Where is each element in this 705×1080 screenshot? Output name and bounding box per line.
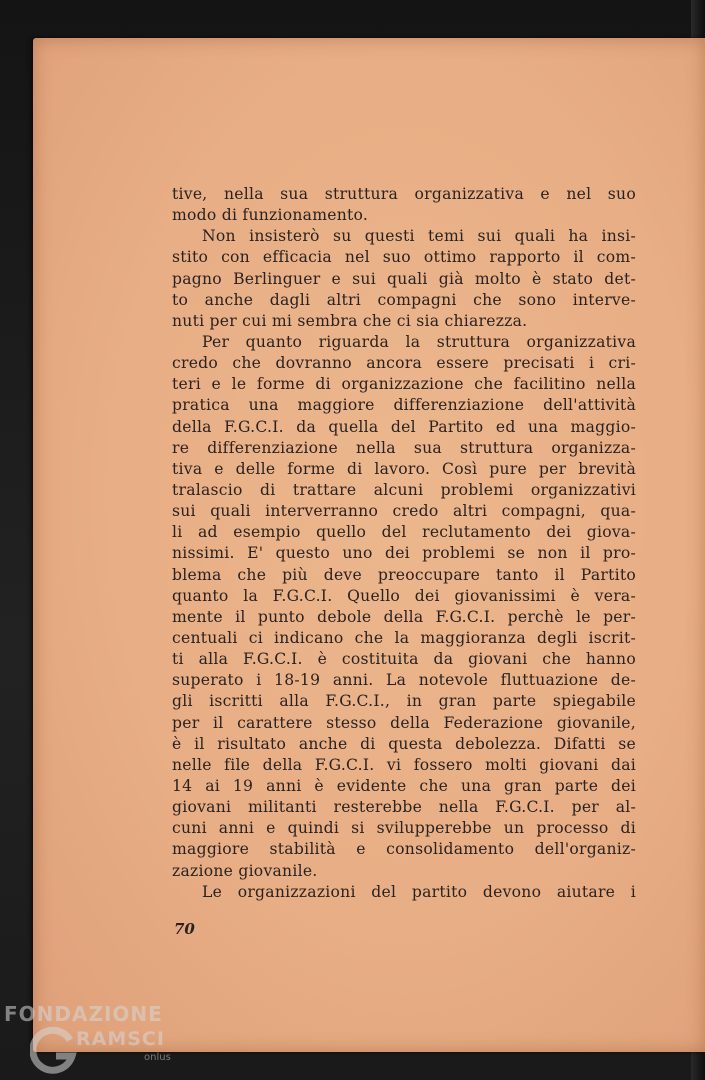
text-line: to anche dagli altri compagni che sono interve- [172,290,636,309]
text-line: mente il punto debole della F.G.C.I. perchè le per- [172,607,636,626]
text-line: cuni anni e quindi si svilupperebbe un processo di [172,819,636,838]
text-line: stito con efficacia nel suo ottimo rapporto il com- [172,248,636,267]
text-line: quanto la F.G.C.I. Quello dei giovanissimi è vera- [172,586,636,605]
text-line: re differenziazione nella sua struttura organizza- [172,438,636,457]
text-line: è il risultato anche di questa debolezza. Difatti se [172,734,636,753]
text-line: blema che più deve preoccupare tanto il Partito [172,565,636,584]
text-line: 14 ai 19 anni è evidente che una gran parte dei [172,776,636,795]
body-text [172,184,636,903]
watermark-suffix: onlus [144,1052,171,1063]
watermark-line1: FONDAZIONE [4,1002,163,1026]
text-line: Per quanto riguarda la struttura organizzativa [202,332,636,351]
text-line: giovani militanti resterebbe nella F.G.C.I. per al- [172,798,636,817]
text-line: per il carattere stesso della Federazione giovanile, [172,713,636,732]
text-line: pratica una maggiore differenziazione dell'attività [172,396,636,415]
text-line: della F.G.C.I. da quella del Partito ed una maggio- [172,417,636,436]
text-line: teri e le forme di organizzazione che facilitino nella [172,375,636,394]
text-line: centuali ci indicano che la maggioranza degli iscrit- [172,628,636,647]
text-line: nissimi. E' questo uno dei problemi se non il pro- [172,544,636,563]
text-line: sui quali interverranno credo altri compagni, qua- [172,502,636,521]
text-line: tralascio di trattare alcuni problemi organizzativi [172,480,636,499]
watermark [4,1000,184,1076]
text-line: tive, nella sua struttura organizzativa e nel suo [172,185,636,203]
text-line: Le organizzazioni del partito devono aiutare i [202,882,636,901]
text-line: Non insisterò su questi temi sui quali ha insi- [202,227,636,246]
text-line: zazione giovanile. [172,861,318,880]
text-line: ti alla F.G.C.I. è costituita da giovani che hanno [172,650,636,669]
text-line: gli iscritti alla F.G.C.I., in gran parte spiegabile [172,692,636,711]
watermark-line2: RAMSCI [76,1028,165,1050]
text-line: superato i 18-19 anni. La notevole fluttuazione de- [172,671,636,690]
text-line: nuti per cui mi sembra che ci sia chiarezza. [172,311,528,330]
text-line: maggiore stabilità e consolidamento dell'organiz- [172,840,636,859]
page-number: 70 [174,920,195,938]
text-line: li ad esempio quello del reclutamento dei giova- [172,523,636,542]
text-line: nelle file della F.G.C.I. vi fossero molti giovani dai [172,755,636,774]
text-line: pagno Berlinguer e sui quali già molto è stato det- [172,269,636,288]
text-line: tiva e delle forme di lavoro. Così pure per brevità [172,459,636,478]
text-line: credo che dovranno ancora essere precisati i cri- [172,354,636,373]
text-line: modo di funzionamento. [172,206,369,225]
gramsci-g-logo-icon [30,1026,80,1076]
